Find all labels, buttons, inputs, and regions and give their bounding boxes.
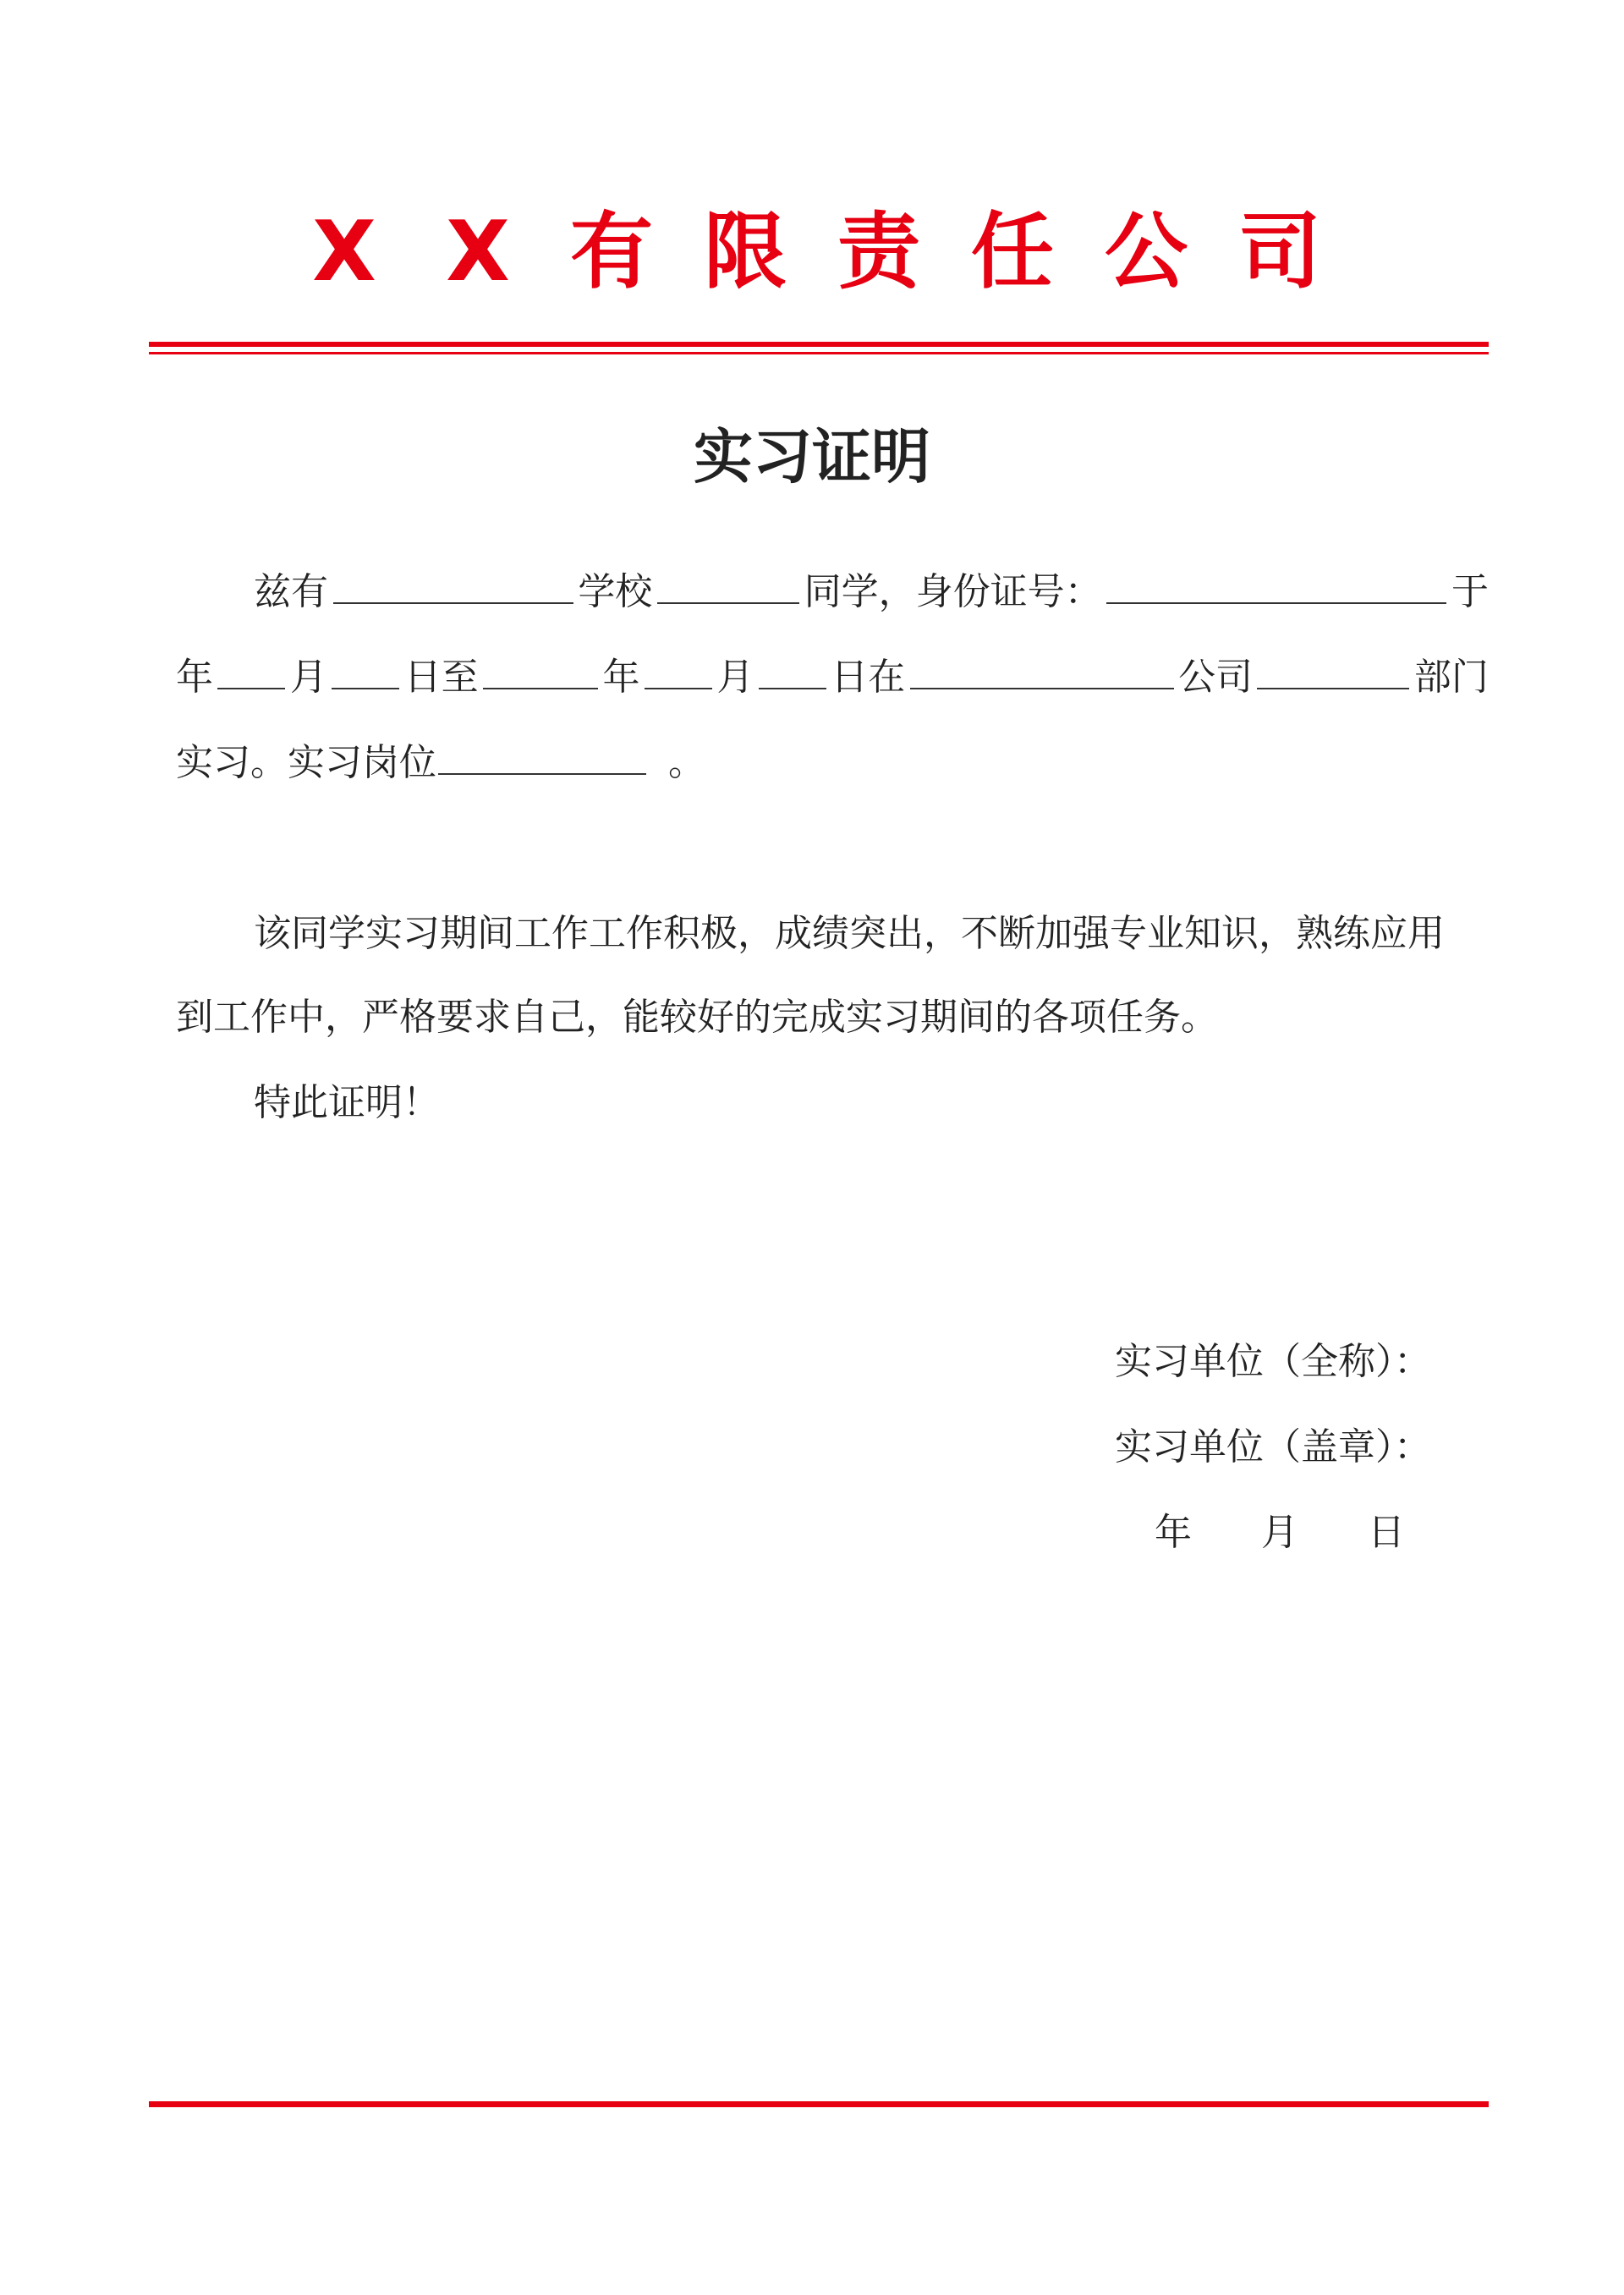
text-segment: 兹有 bbox=[254, 570, 328, 613]
company-char: X bbox=[312, 204, 376, 300]
fill-blank-student-name[interactable] bbox=[657, 568, 799, 604]
company-name bbox=[0, 201, 1624, 303]
body-line bbox=[254, 558, 1489, 626]
date-year: 年 bbox=[1155, 1511, 1192, 1554]
company-char: 有 bbox=[569, 204, 653, 300]
body-line: 该同学实习期间工作工作积极，成绩突出，不断加强专业知识，熟练应用 bbox=[254, 912, 1445, 955]
signature-unit-seal: 实习单位（盖章）： bbox=[1115, 1425, 1431, 1469]
body-line: 到工作中，严格要求自己，能较好的完成实习期间的各项任务。 bbox=[176, 996, 1218, 1039]
text-segment: 年 bbox=[176, 656, 213, 699]
fill-blank-company[interactable] bbox=[910, 654, 1174, 689]
text-segment: 同学，身份证号： bbox=[804, 570, 1102, 613]
document-title: 实习证明 bbox=[694, 422, 930, 491]
text-segment: 部门 bbox=[1413, 656, 1489, 699]
company-char: 限 bbox=[703, 204, 787, 300]
text-segment: 。 bbox=[668, 741, 705, 784]
fill-blank-position[interactable] bbox=[438, 739, 646, 775]
text-segment: 日在 bbox=[831, 656, 906, 699]
text-segment: 月 bbox=[716, 656, 754, 699]
company-char: 公 bbox=[1104, 204, 1188, 300]
signature-unit-full: 实习单位（全称）： bbox=[1115, 1340, 1431, 1383]
text-segment: 于 bbox=[1451, 570, 1489, 613]
body-line bbox=[176, 729, 1489, 797]
date-day: 日 bbox=[1368, 1511, 1405, 1554]
text-segment: 实习。实习岗位 bbox=[176, 741, 436, 784]
closing-line: 特此证明！ bbox=[254, 1081, 440, 1124]
text-segment: 公司 bbox=[1178, 656, 1254, 699]
text-segment: 月 bbox=[289, 656, 327, 699]
fill-blank-department[interactable] bbox=[1257, 654, 1409, 689]
footer-divider bbox=[149, 2101, 1489, 2107]
company-char: 责 bbox=[837, 204, 920, 300]
header-divider-thick bbox=[149, 342, 1489, 347]
body-line bbox=[176, 644, 1489, 711]
fill-blank-end-year[interactable] bbox=[483, 654, 598, 689]
fill-blank-end-day[interactable] bbox=[759, 654, 826, 689]
header-divider-thin bbox=[149, 352, 1489, 354]
text-segment: 年 bbox=[602, 656, 640, 699]
fill-blank-id-number[interactable] bbox=[1106, 568, 1446, 604]
signature-date bbox=[1155, 1499, 1405, 1567]
text-segment: 学校 bbox=[578, 570, 653, 613]
fill-blank-start-month[interactable] bbox=[217, 654, 285, 689]
date-month: 月 bbox=[1261, 1511, 1298, 1554]
fill-blank-start-day[interactable] bbox=[332, 654, 399, 689]
fill-blank-end-month[interactable] bbox=[645, 654, 712, 689]
company-char: 任 bbox=[970, 204, 1054, 300]
company-char: X bbox=[446, 204, 510, 300]
fill-blank-school[interactable] bbox=[333, 568, 573, 604]
company-char: 司 bbox=[1237, 204, 1321, 300]
text-segment: 日至 bbox=[403, 656, 479, 699]
